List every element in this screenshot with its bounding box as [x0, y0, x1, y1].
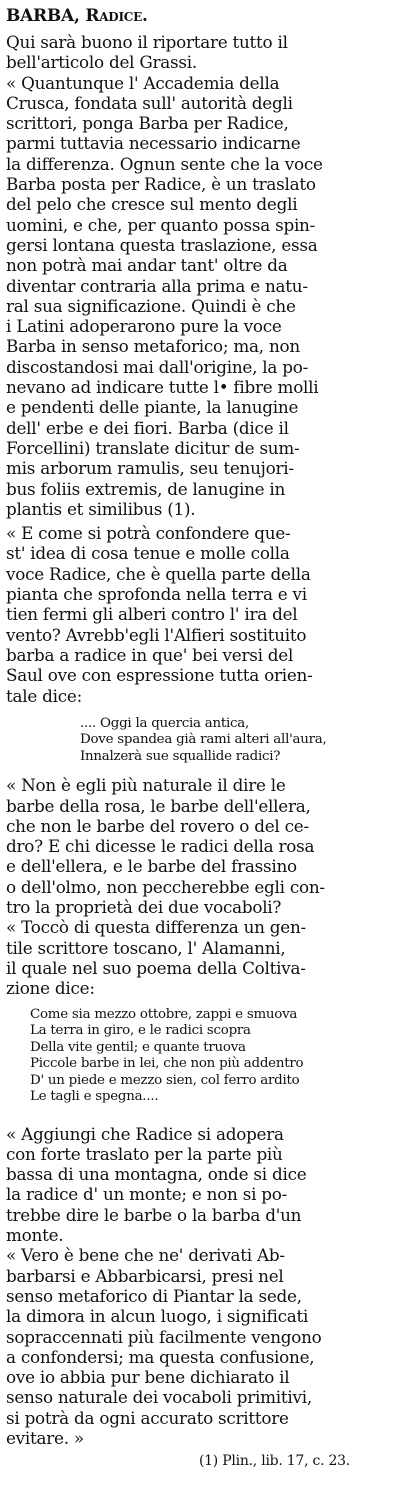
para6-line: la dimora in alcun luogo, i significati — [6, 1306, 309, 1327]
para6-line: ove io abbia pur bene dichiarato il — [6, 1367, 290, 1388]
para5-line: trebbe dire le barbe o la barba d'un — [6, 1204, 302, 1225]
intro-paragraph — [6, 32, 404, 73]
para6-line: si potrà da ogni accurato scrittore — [6, 1407, 289, 1428]
para1-line: la differenza. Ognun sente che la voce — [6, 153, 323, 174]
verse-quote-alamanni — [6, 1007, 404, 1106]
poem2-line: Come sia mezzo ottobre, zappi e smuova — [30, 1006, 298, 1022]
para6-line: barbarsi e Abbarbicarsi, presi nel — [6, 1265, 284, 1286]
para1-line: diventar contraria alla prima e natu- — [6, 275, 308, 296]
entry-word: BARBA, — [6, 6, 80, 26]
para6-line: senso metaforico di Piantar la sede, — [6, 1285, 302, 1306]
footnote: (1) Plin., lib. 17, c. 23. — [198, 1453, 350, 1470]
para2-line: pianta che sprofonda nella terra e vi — [6, 584, 307, 605]
para5-line: monte. — [6, 1225, 64, 1246]
para1-line: parmi tuttavia necessario indicarne — [6, 133, 301, 154]
para1-line: non potrà mai andar tant' oltre da — [6, 255, 288, 276]
para1-line: bus foliis extremis, de lanugine in — [6, 478, 286, 499]
para3-line: « Non è egli più naturale il dire le — [6, 775, 286, 796]
para1-line: Forcellini) translate dicitur de sum- — [6, 437, 300, 458]
para2-line: tien fermi gli alberi contro l' ira del — [6, 604, 298, 625]
para1-line: Crusca, fondata sull' autorità degli — [6, 92, 293, 113]
intro-line: bell'articolo del Grassi. — [6, 52, 197, 73]
para1-line: dell' erbe e dei fiori. Barba (dice il — [6, 417, 289, 438]
para1-line: nevano ad indicare tutte l• fibre molli — [6, 377, 319, 398]
para2-line: « E come si potrà confondere que- — [6, 523, 291, 544]
para1-line: e pendenti delle piante, la lanugine — [6, 397, 299, 418]
paragraph-crusca — [6, 73, 404, 520]
para6-line: senso naturale dei vocaboli primitivi, — [6, 1387, 312, 1408]
para1-line: Barba in senso metaforico; ma, non — [6, 336, 300, 357]
para3-line: barbe della rosa, le barbe dell'ellera, — [6, 795, 311, 816]
para1-line: plantis et similibus (1). — [6, 498, 196, 519]
poem2-line: Della vite gentil; e quante truova — [30, 1039, 246, 1055]
poem1-line: Dove spandea già rami alteri all'aura, — [80, 732, 327, 748]
para6-line: « Vero è bene che ne' derivati Ab- — [6, 1245, 285, 1266]
para3-line: tro la proprietà dei due vocaboli? — [6, 897, 282, 918]
para6-line: a confondersi; ma questa confusione, — [6, 1346, 315, 1367]
para1-line: uomini, e che, per quanto possa spin- — [6, 214, 316, 235]
para3-line: o dell'olmo, non peccherebbe egli con- — [6, 876, 325, 897]
para1-line: del pelo che cresce sul mento degli — [6, 194, 298, 215]
poem2-line: Piccole barbe in lei, che non più addentro — [30, 1056, 304, 1072]
para2-line: tale dice: — [6, 685, 82, 706]
para5-line: con forte traslato per la parte più — [6, 1143, 283, 1164]
para2-line: Saul ove con espressione tutta orien- — [6, 665, 313, 686]
para1-line: ral sua significazione. Quindi è che — [6, 295, 296, 316]
para1-line: discostandosi mai dall'origine, la po- — [6, 356, 308, 377]
para2-line: vento? Avrebb'egli l'Alfieri sostituito — [6, 624, 307, 645]
para6-line: evitare. » — [6, 1428, 84, 1449]
para2-line: barba a radice in que' bei versi del — [6, 644, 294, 665]
paragraph-alamanni — [6, 917, 404, 998]
para1-line: scrittori, ponga Barba per Radice, — [6, 113, 289, 134]
para4-line: « Toccò di questa differenza un gen- — [6, 917, 306, 938]
poem1-line: Innalzerà sue squallide radici? — [80, 748, 281, 764]
para3-line: che non le barbe del rovero o del ce- — [6, 815, 309, 836]
poem2-line: D' un piede e mezzo sien, col ferro ardito — [30, 1072, 300, 1088]
para1-line: Barba posta per Radice, è un traslato — [6, 174, 316, 195]
para4-line: il quale nel suo poema della Coltiva- — [6, 957, 306, 978]
para6-line: sopraccennati più facilmente vengono — [6, 1326, 322, 1347]
paragraph-montagna — [6, 1124, 404, 1246]
poem2-line: Le tagli e spegna.... — [30, 1089, 159, 1105]
poem1-line: .... Oggi la quercia antica, — [80, 715, 250, 731]
para5-line: la radice d' un monte; e non si po- — [6, 1184, 288, 1205]
poem2-line: La terra in giro, e le radici scopra — [30, 1023, 251, 1039]
paragraph-radice — [6, 523, 404, 706]
para4-line: tile scrittore toscano, l' Alamanni, — [6, 937, 286, 958]
para1-line: i Latini adoperarono pure la voce — [6, 316, 282, 337]
para3-line: e dell'ellera, e le barbe del frassino — [6, 856, 297, 877]
para2-line: voce Radice, che è quella parte della — [6, 563, 311, 584]
para5-line: « Aggiungi che Radice si adopera — [6, 1123, 284, 1144]
para3-line: dro? E chi dicesse le radici della rosa — [6, 836, 315, 857]
para5-line: bassa di una montagna, onde si dice — [6, 1164, 307, 1185]
verse-quote-alfieri — [6, 716, 404, 766]
para4-line: zione dice: — [6, 978, 95, 999]
para1-line: mis arborum ramulis, seu tenujori- — [6, 458, 294, 479]
intro-line: Qui sarà buono il riportare tutto il — [6, 32, 288, 52]
para2-line: st' idea di cosa tenue e molle colla — [6, 543, 290, 564]
entry-heading — [6, 0, 404, 26]
paragraph-abbarbarsi — [6, 1245, 404, 1448]
para1-line: gersi lontana questa traslazione, essa — [6, 234, 318, 255]
para1-line: « Quantunque l' Accademia della — [6, 72, 280, 93]
entry-subword: Radice. — [85, 6, 148, 26]
paragraph-barbe-rosa — [6, 775, 404, 917]
